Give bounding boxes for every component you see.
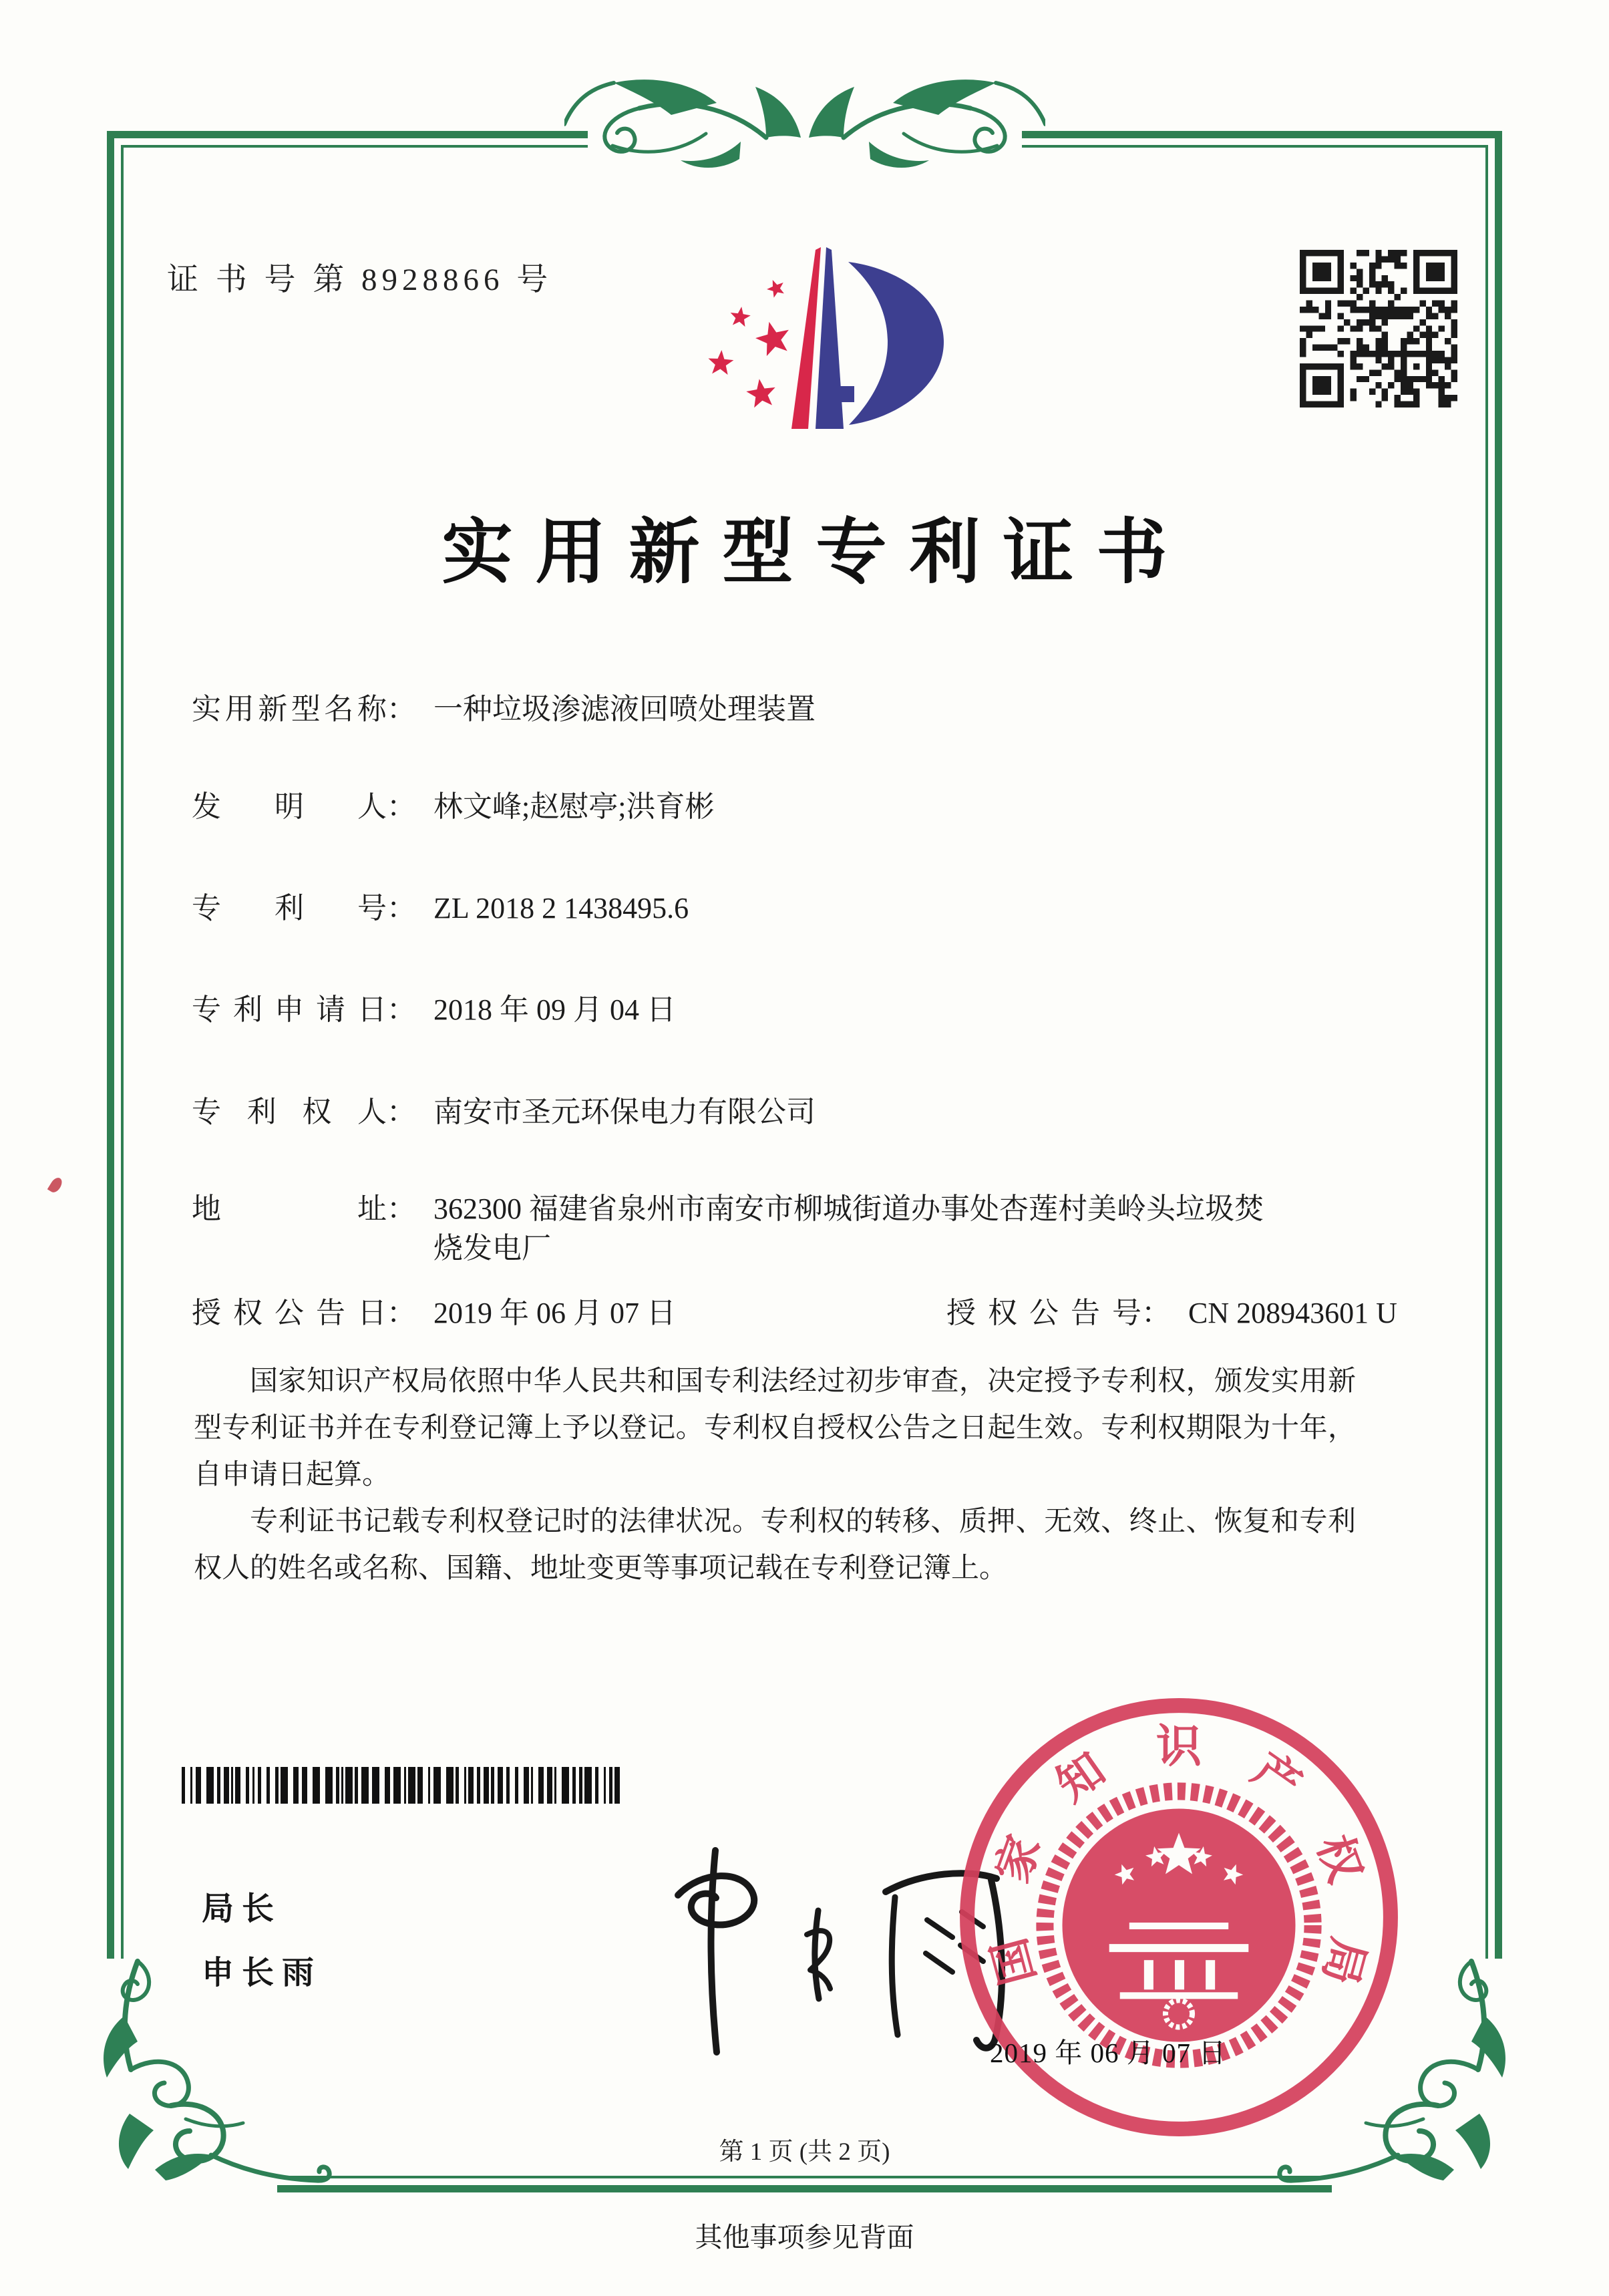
field-label: 实用新型名称 — [192, 693, 387, 725]
legal-paragraph-1: 国家知识产权局依照中华人民共和国专利法经过初步审查，决定授予专利权，颁发实用新型专利证书并在专利登记簿上予以登记。专利权自授权公告之日起生效。专利权期限为十年，自申请日起算。 — [194, 1366, 1356, 1490]
svg-text:产: 产 — [1243, 1743, 1310, 1812]
field-value: 362300 福建省泉州市南安市柳城街道办事处杏莲村美岭头垃圾焚烧发电厂 — [433, 1192, 1264, 1265]
field-colon: ： — [387, 693, 416, 725]
cnipa-logo-icon — [698, 242, 945, 437]
commissioner-title: 局长 — [202, 1891, 283, 1927]
field-colon: ： — [387, 1297, 416, 1329]
field-colon: ： — [387, 892, 416, 925]
field-value: ZL 2018 2 1438495.6 — [433, 892, 689, 925]
field-colon: ： — [387, 1192, 416, 1225]
field-row-name — [192, 689, 816, 729]
field-value: 2019 年 06 月 07 日 — [433, 1297, 676, 1329]
field-colon: ： — [387, 1096, 416, 1128]
field-value: 林文峰;赵慰亭;洪育彬 — [433, 790, 715, 823]
field-row-patent-no — [192, 888, 689, 928]
corner-ornament-left-icon — [85, 1959, 366, 2210]
field-row-inventor — [192, 787, 714, 826]
qr-code — [1300, 250, 1457, 407]
svg-text:国: 国 — [983, 1933, 1045, 1990]
field-row-filing-date — [192, 990, 676, 1029]
svg-text:局: 局 — [1313, 1933, 1375, 1990]
field-value: 一种垃圾渗滤液回喷处理装置 — [433, 693, 816, 725]
field-colon: ： — [387, 993, 416, 1026]
field-label: 专利权人 — [192, 1096, 387, 1128]
commissioner-name: 申长雨 — [202, 1955, 323, 1991]
field-value: 南安市圣元环保电力有限公司 — [433, 1096, 816, 1128]
field-label: 授权公告号 — [946, 1297, 1141, 1329]
svg-text:知: 知 — [1047, 1743, 1115, 1812]
svg-text:家: 家 — [987, 1828, 1051, 1889]
field-row-patentee — [192, 1092, 816, 1132]
legal-paragraph-2: 专利证书记载专利权登记时的法律状况。专利权的转移、质押、无效、终止、恢复和专利权人的姓名或名称、国籍、地址变更等事项记载在专利登记簿上。 — [194, 1506, 1356, 1584]
certificate-title: 实用新型专利证书 — [441, 514, 1190, 592]
field-label: 发明人 — [192, 790, 387, 823]
red-ink-mark — [47, 1176, 64, 1194]
legal-text — [194, 1358, 1356, 1592]
page-number: 第 1 页 (共 2 页) — [719, 2138, 890, 2166]
official-seal — [948, 1687, 1409, 2148]
seal-date: 2019 年 06 月 07 日 — [990, 2037, 1227, 2068]
field-label: 地址 — [192, 1192, 387, 1225]
field-grant-no — [946, 1293, 1397, 1333]
field-row-grant — [192, 1293, 1397, 1333]
barcode — [182, 1767, 622, 1804]
field-row-address — [192, 1189, 1282, 1268]
field-label: 专利号 — [192, 892, 387, 925]
certificate-number: 证 书 号 第 8928866 号 — [167, 263, 553, 297]
field-colon: ： — [387, 790, 416, 823]
field-label: 专利申请日 — [192, 993, 387, 1026]
field-colon: ： — [1141, 1297, 1171, 1329]
svg-text:权: 权 — [1307, 1828, 1371, 1889]
top-ornament-icon — [564, 72, 1045, 179]
field-label: 授权公告日 — [192, 1297, 387, 1329]
field-value: 2018 年 09 月 04 日 — [433, 993, 676, 1026]
field-value: CN 208943601 U — [1188, 1297, 1397, 1329]
back-note: 其他事项参见背面 — [695, 2222, 914, 2253]
svg-text:识: 识 — [1155, 1721, 1202, 1772]
